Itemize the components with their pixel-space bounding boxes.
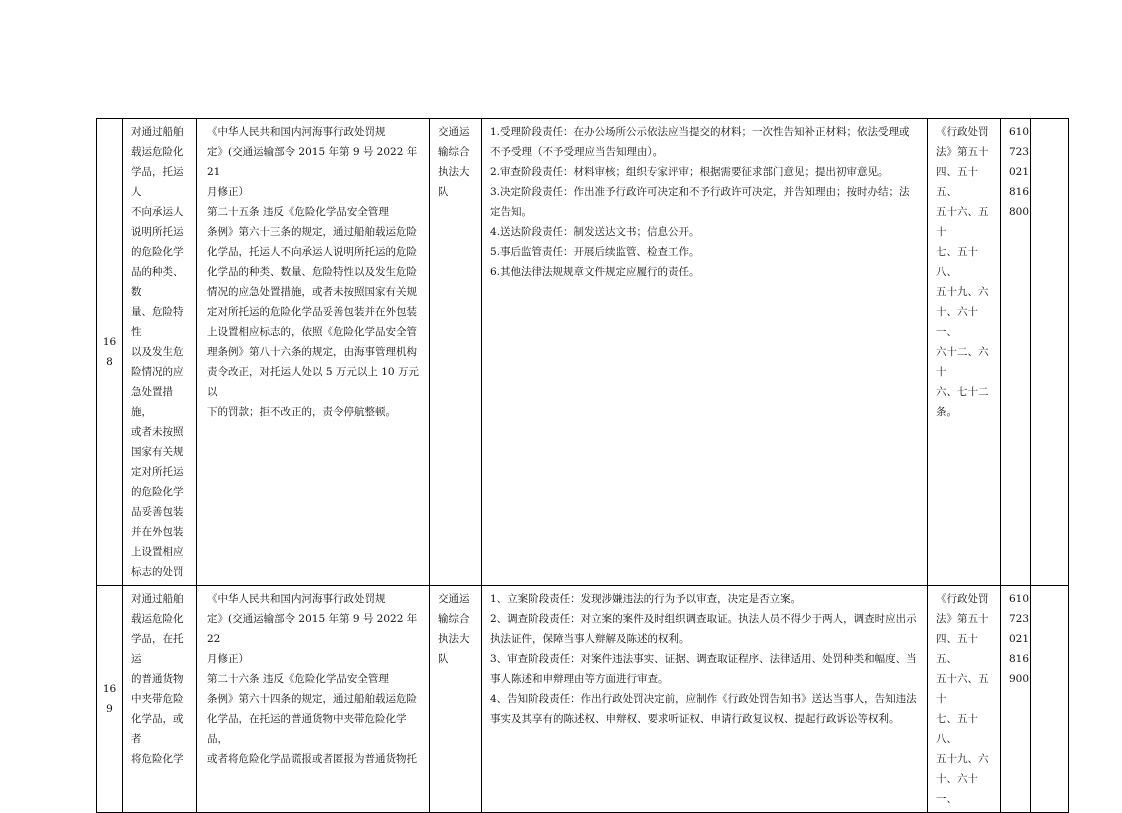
legal-basis: 《中华人民共和国内河海事行政处罚规 定》(交通运输部令 2015 年第 9 号 2022 年 22 月修正） 第二十六条 违反《危险化学品安全管理 条例》第六十四条的规定，通过船舶载运危险 化学品，在托运的普通货物中夹带危险化学品， 或者将危险化学品谎报或者匿报为普通货物托 bbox=[197, 586, 430, 813]
table-row bbox=[97, 119, 1069, 586]
item-code: 610 723 021 816 900 bbox=[1001, 586, 1031, 813]
row-number: 16 9 bbox=[97, 586, 123, 813]
responsibility-basis: 《行政处罚 法》第五十 四、五十五、 五十六、五十 七、五十八、 五十九、六 十、六十一、 六十二、六十 六、七十二 条。 bbox=[928, 119, 1001, 586]
responsibility-items: 1.受理阶段责任：在办公场所公示依法应当提交的材料；一次性告知补正材料；依法受理或 不予受理（不予受理应当告知理由）。 2.审查阶段责任：材料审核；组织专家评审；根据需要征求部门意见；提出初审意见。 3.决定阶段责任：作出准予行政许可决定和不予行政许可决定，并告知理由；按时办结；法 定告知。 4.送达阶段责任：制发送达文书；信息公开。 5.事后监管责任：开展后续监管、检查工作。 6.其他法律法规规章文件规定应履行的责任。 bbox=[482, 119, 928, 586]
responsibility-items: 1、立案阶段责任：发现涉嫌违法的行为予以审查，决定是否立案。 2、调查阶段责任：对立案的案件及时组织调查取证。执法人员不得少于两人，调查时应出示 执法证件，保障当事人辩解及陈述的权利。 3、审查阶段责任：对案件违法事实、证据、调查取证程序、法律适用、处罚种类和幅度、当 事人陈述和申辩理由等方面进行审查。 4、告知阶段责任：作出行政处罚决定前，应制作《行政处罚告知书》送达当事人，告知违法 事实及其享有的陈述权、申辩权、要求听证权、申请行政复议权、提起行政诉讼等权利。 bbox=[482, 586, 928, 813]
remarks bbox=[1031, 586, 1069, 813]
legal-basis: 《中华人民共和国内河海事行政处罚规 定》(交通运输部令 2015 年第 9 号 2022 年 21 月修正） 第二十五条 违反《危险化学品安全管理 条例》第六十三条的规定，通过船舶载运危险 化学品，托运人不向承运人说明所托运的危险 化学品的种类、数量、危险特性以及发生危险 情况的应急处置措施，或者未按照国家有关规 定对所托运的危险化学品妥善包装并在外包装 上设置相应标志的，依照《危险化学品安全管 理条例》第八十六条的规定，由海事管理机构 责令改正，对托运人处以 5 万元以上 10 万元以 下的罚款；拒不改正的，责令停航整顿。 bbox=[197, 119, 430, 586]
penalty-table bbox=[96, 118, 1069, 813]
responsibility-basis: 《行政处罚 法》第五十 四、五十五、 五十六、五十 七、五十八、 五十九、六 十、六十一、 bbox=[928, 586, 1001, 813]
item-name: 对通过船舶 载运危险化 学品，托运人 不向承运人 说明所托运 的危险化学 品的种类、数 量、危险特性 以及发生危 险情况的应 急处置措施， 或者未按照 国家有关规 定对所托运 的危险化学 品妥善包装 并在外包装 上设置相应 标志的处罚 bbox=[123, 119, 197, 586]
item-name: 对通过船舶 载运危险化 学品，在托运 的普通货物 中夹带危险 化学品，或者 将危险化学 bbox=[123, 586, 197, 813]
row-number: 16 8 bbox=[97, 119, 123, 586]
remarks bbox=[1031, 119, 1069, 586]
item-code: 610 723 021 816 800 bbox=[1001, 119, 1031, 586]
enforcement-department: 交通运 输综合 执法大 队 bbox=[430, 586, 482, 813]
table-row bbox=[97, 586, 1069, 813]
enforcement-department: 交通运 输综合 执法大 队 bbox=[430, 119, 482, 586]
